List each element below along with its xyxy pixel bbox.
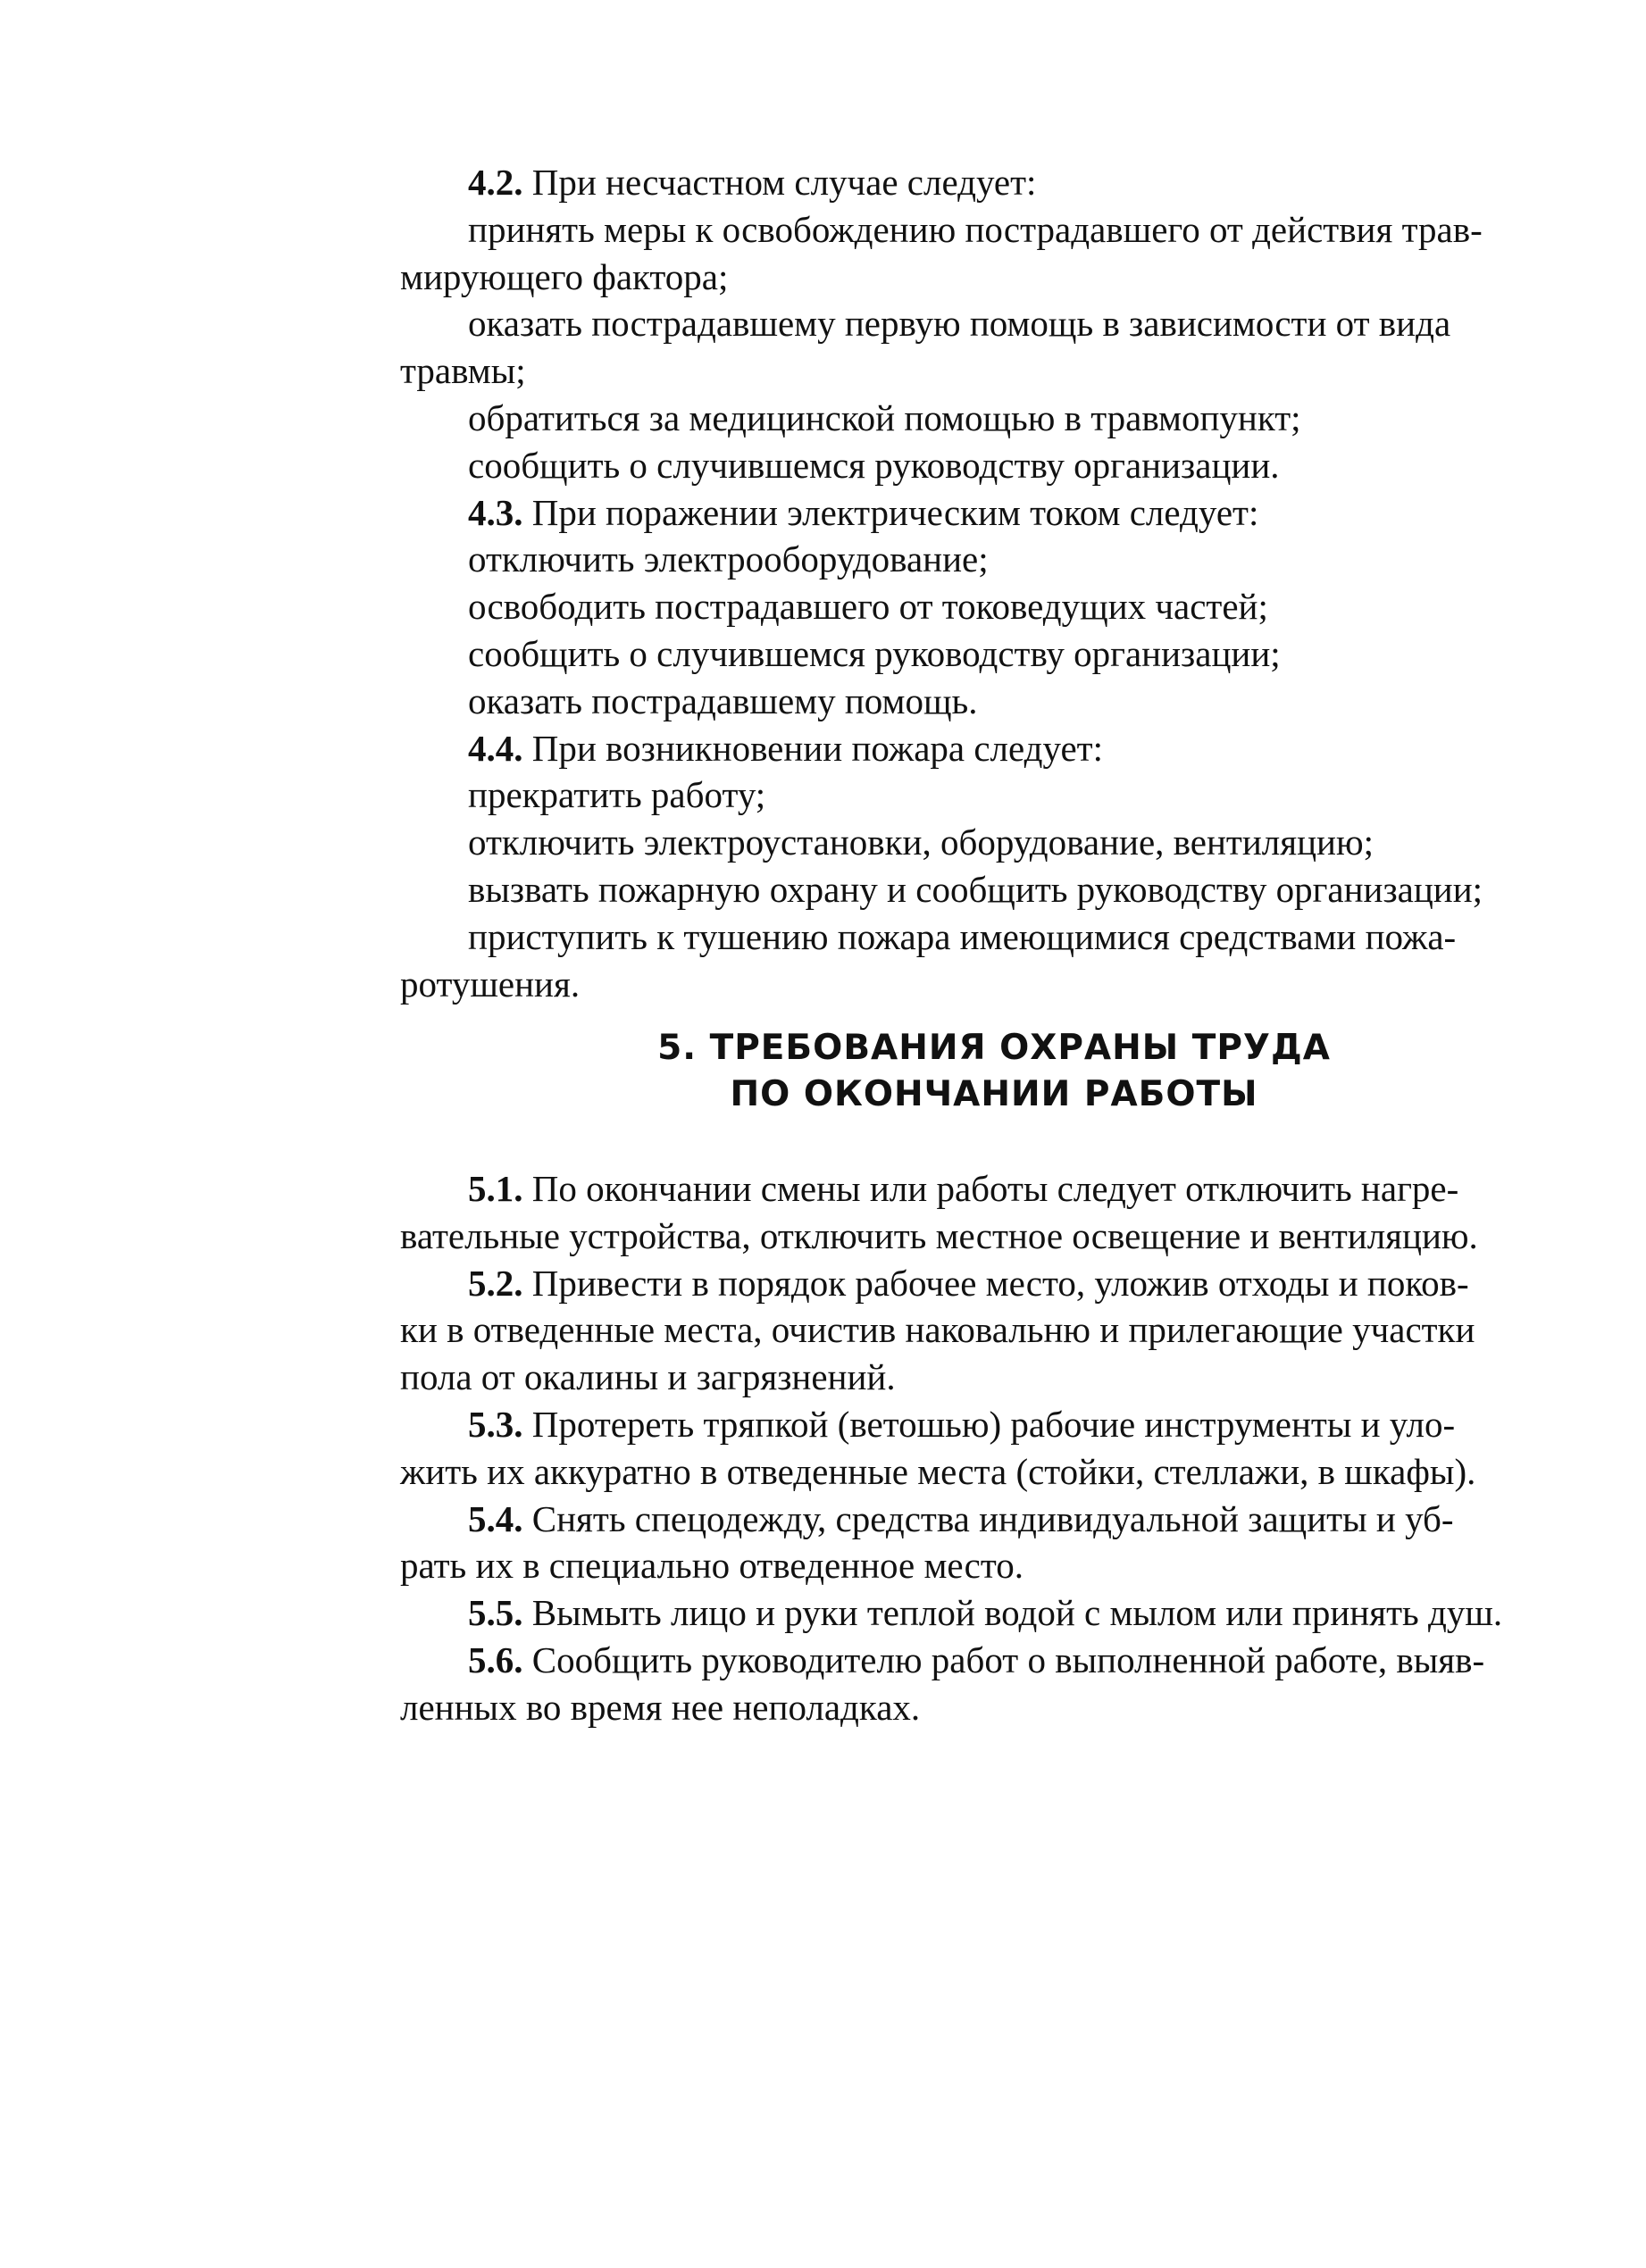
list-item-continuation: мирующего фактора; [400,255,729,297]
paragraph-number: 5.3. [468,1403,523,1445]
list-item: вызвать пожарную охрану и сообщить руководству организации; [468,868,1483,910]
list-item: оказать пострадавшему помощь. [468,680,978,721]
paragraph-5-5 [400,1589,1588,1637]
section-5-heading-line-1: 5. ТРЕБОВАНИЯ ОХРАНЫ ТРУДА [657,1028,1331,1068]
list-item-continuation: травмы; [400,350,526,392]
paragraph-continuation: ки в отведенные места, очистив наковальню и прилегающие участки [400,1309,1475,1351]
paragraph-text: Сообщить руководителю работ о выполненной работе, выяв- [522,1638,1485,1680]
paragraph-text: Вымыть лицо и руки теплой водой с мылом или принять душ. [522,1592,1503,1634]
paragraph-continuation: вательные устройства, отключить местное освещение и вентиляцию. [400,1214,1478,1256]
paragraph-5-3 [400,1401,1588,1448]
paragraph-continuation: рать их в специально отведенное место. [400,1545,1024,1587]
paragraph-4-4 [400,725,1588,772]
list-item: прекратить работу; [468,774,766,816]
paragraph-5-2 [400,1260,1588,1307]
paragraph-continuation: пола от окалины и загрязнений. [400,1356,896,1398]
list-item: отключить электроустановки, оборудование, вентиляцию; [468,821,1374,863]
paragraph-number: 4.3. [468,491,523,533]
paragraph-text: Снять спецодежду, средства индивидуальной защиты и уб- [522,1497,1454,1539]
paragraph-5-4 [400,1496,1588,1543]
paragraph-text: При возникновении пожара следует: [522,727,1103,769]
list-item: обратиться за медицинской помощью в травмопункт; [468,396,1301,438]
section-5-text [400,1165,1588,1731]
paragraph-text: При поражении электрическим током следует: [522,491,1259,533]
section-5-heading-line-2: ПО ОКОНЧАНИИ РАБОТЫ [730,1074,1258,1114]
section-4-text [400,159,1588,1007]
paragraph-number: 4.2. [468,162,523,203]
paragraph-continuation: ленных во время нее неполадках. [400,1686,921,1728]
list-item: оказать пострадавшему первую помощь в зависимости от вида [468,303,1451,345]
paragraph-text: По окончании смены или работы следует отключить нагре- [522,1168,1459,1209]
paragraph-4-2 [400,159,1588,206]
paragraph-number: 5.6. [468,1638,523,1680]
paragraph-number: 5.4. [468,1497,523,1539]
paragraph-text: Привести в порядок рабочее место, уложив отходы и поков- [522,1262,1469,1304]
list-item: сообщить о случившемся руководству организации; [468,632,1281,674]
paragraph-5-1 [400,1165,1588,1213]
list-item: отключить электрооборудование; [468,538,989,580]
paragraph-text: Протереть тряпкой (ветошью) рабочие инструменты и уло- [522,1403,1456,1445]
paragraph-text: При несчастном случае следует: [522,162,1037,203]
paragraph-number: 5.5. [468,1592,523,1634]
paragraph-5-6 [400,1637,1588,1684]
paragraph-4-3 [400,489,1588,537]
list-item: освободить пострадавшего от токоведущих частей; [468,586,1268,628]
list-item-continuation: ротушения. [400,963,581,1005]
list-item: приступить к тушению пожара имеющимися средствами пожа- [468,915,1457,957]
list-item: сообщить о случившемся руководству организации. [468,444,1280,486]
paragraph-number: 5.2. [468,1262,523,1304]
paragraph-number: 4.4. [468,727,523,769]
list-item: принять меры к освобождению пострадавшего от действия трав- [468,208,1483,250]
paragraph-continuation: жить их аккуратно в отведенные места (стойки, стеллажи, в шкафы). [400,1450,1476,1492]
paragraph-number: 5.1. [468,1168,523,1209]
